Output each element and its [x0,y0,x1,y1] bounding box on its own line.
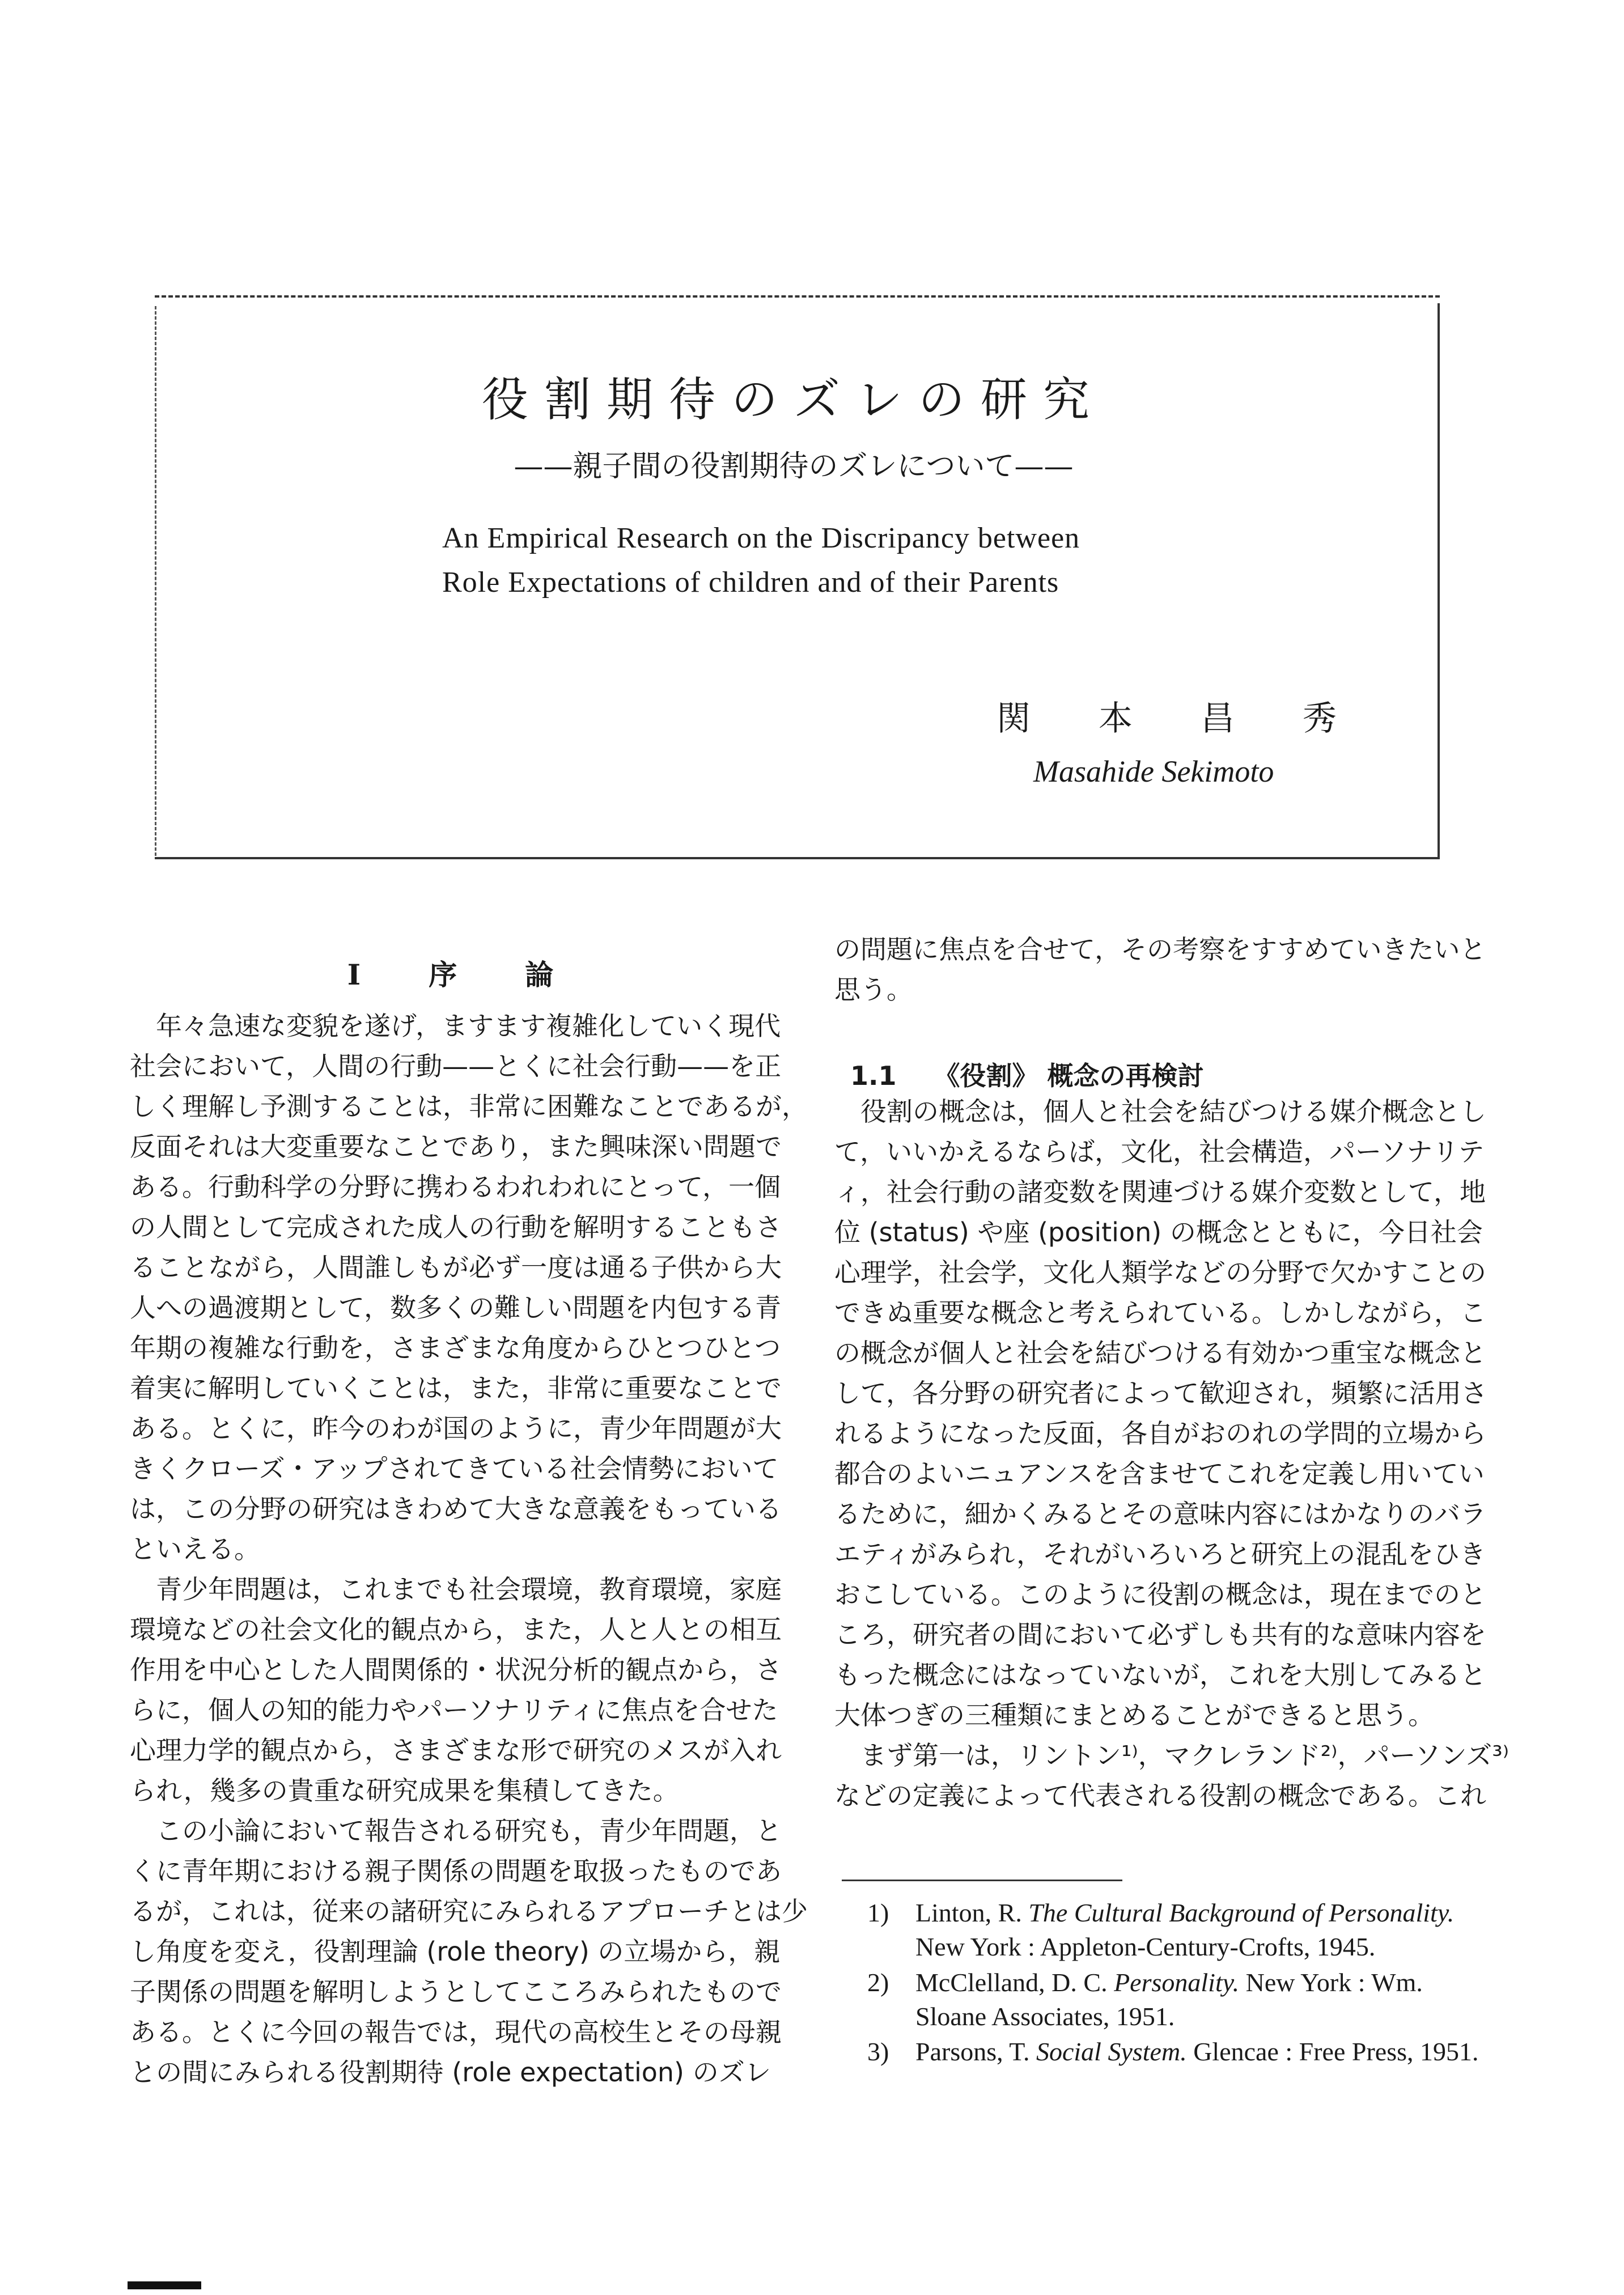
text-line: 役割の概念は，個人と社会を結びつける媒介概念とし [860,1096,1486,1127]
text-line: 思う。 [834,974,913,1005]
text-line: もった概念にはなっていないが，これを大別してみると [834,1660,1486,1690]
author-char: 秀 [1303,699,1337,739]
title-box-bottom-border [155,857,1440,859]
footnote-work-title: The Cultural Background of Personality. [1028,1898,1455,1927]
author-jp [997,692,1337,740]
footnote-author: Parsons, T. [915,2037,1036,2066]
text-line: 心理学，社会学，文化人類学などの分野で欠かすことの [834,1257,1486,1288]
section-number: 1.1 [850,1060,897,1091]
text-line: 心理力学的観点から，さまざまな形で研究のメスが入れ [130,1735,782,1766]
text-line: 子関係の問題を解明しようとしてこころみられたもので [130,1976,782,2007]
left-column-body [130,1006,808,2093]
text-line: し角度を変え，役割理論 (role theory) の立場から，親 [130,1936,781,1967]
text-line: きくクローズ・アップされてきている社会情勢において [130,1453,779,1484]
text-line: の概念が個人と社会を結びつける有効かつ重宝な概念と [834,1338,1486,1368]
text-line: ィ，社会行動の諸変数を関連づける媒介変数として，地 [834,1177,1486,1207]
section-heading-1-1 [850,1055,1204,1093]
text-line: の問題に焦点を合せて，その考察をすすめていきたいと [834,934,1486,965]
english-title-line-2: Role Expectations of children and of their Parents [442,566,1059,599]
author-char: 関 [997,699,1031,739]
text-line: は，この分野の研究はきわめて大きな意義をもっている [130,1494,782,1524]
text-line: して，各分野の研究者によって歓迎され，頻繁に活用さ [834,1378,1487,1409]
page-edge-mark [128,2281,201,2289]
section-title: 《役割》 概念の再検討 [934,1060,1204,1091]
author-char: 本 [1099,699,1133,739]
section-heading-introduction [130,952,771,993]
english-title-line-1: An Empirical Research on the Discripancy between [442,522,1080,554]
footnote-publisher: Glencae : Free Press, 1951. [1186,2037,1479,2066]
text-line: 環境などの社会文化的観点から，また，人と人との相互 [130,1614,782,1645]
text-line: まず第一は，リントン¹⁾，マクレランド²⁾，パーソンズ³⁾ [860,1740,1509,1771]
footnote-publisher: New York : Wm. Sloane Associates, 1951. [915,1968,1423,2031]
title-box-right-border [1438,303,1440,859]
text-line: くに青年期における親子関係の問題を取扱ったものであ [130,1856,782,1886]
text-line: れるようになった反面，各自がおのれの学問的立場から [834,1418,1486,1449]
footnote-author: McClelland, D. C. [915,1968,1114,1997]
text-line: らに，個人の知的能力やパーソナリティに焦点を合せた [130,1695,778,1725]
section-title-a: 序 [429,958,457,991]
text-line: 都合のよいニュアンスを含ませてこれを定義し用いてい [834,1458,1485,1489]
text-line: ある。とくに，昨今のわが国のように，青少年問題が大 [130,1413,782,1444]
text-line: 反面それは大変重要なことであり，また興味深い問題で [130,1131,782,1162]
section-number: I [347,958,361,991]
text-line: しく理解し予測することは，非常に困難なことであるが， [130,1091,808,1122]
title-box-top-border [155,295,1440,298]
text-line: といえる。 [130,1534,260,1564]
text-line: の人間として完成された成人の行動を解明することもさ [130,1212,782,1242]
text-line: 大体つぎの三種類にまとめることができると思う。 [834,1700,1434,1730]
text-line: られ，幾多の貴重な研究成果を集積してきた。 [130,1775,679,1806]
footnote-work-title: Personality. [1114,1968,1240,1997]
footnote [867,1896,1485,1964]
text-line: るが，これは，従来の諸研究にみられるアプローチとは少 [130,1896,808,1927]
text-line: ることながら，人間誰しもが必ず一度は通る子供から大 [130,1252,782,1283]
author-char: 昌 [1201,699,1235,739]
text-line: 年期の複雑な行動を，さまざまな角度からひとつひとつ [130,1333,781,1363]
footnote [867,1966,1485,2034]
text-line: との間にみられる役割期待 (role expectation) のズレ [130,2057,771,2088]
text-line: 位 (status) や座 (position) の概念とともに，今日社会 [834,1217,1483,1248]
footnote-text [915,1966,1485,2034]
text-line: ある。とくに今回の報告では，現代の高校生とその母親 [130,2017,782,2047]
author-en: Masahide Sekimoto [1033,754,1274,788]
footnote-author: Linton, R. [915,1898,1029,1927]
text-line: などの定義によって代表される役割の概念である。これ [834,1780,1486,1811]
text-line: おこしている。このように役割の概念は，現在までのと [834,1579,1486,1610]
title-box-left-border [155,306,156,856]
footnote [867,2035,1485,2069]
footnote-publisher: New York : Appleton-Century-Crofts, 1945. [915,1932,1376,1961]
text-line: 青少年問題は，これまでも社会環境，教育環境，家庭 [156,1574,782,1605]
footnote-divider [842,1880,1122,1881]
text-line: て，いいかえるならば，文化，社会構造，パーソナリテ [834,1136,1485,1167]
text-line: エティがみられ，それがいろいろと研究上の混乱をひき [834,1539,1486,1569]
footnote-number: 2) [867,1968,889,1997]
text-line: 作用を中心とした人間関係的・状況分析的観点から，さ [130,1655,782,1685]
paper-subtitle: ——親子間の役割期待のズレについて—— [514,449,1074,483]
right-column-intro [834,930,1486,1010]
footnote-number: 3) [867,2037,889,2066]
text-line: 着実に解明していくことは，また，非常に重要なことで [130,1373,782,1403]
text-line: るために，細かくみるとその意味内容にはかなりのバラ [834,1499,1486,1529]
footnote-text [915,1896,1485,1964]
text-line: ある。行動科学の分野に携わるわれわれにとって，一個 [130,1172,781,1202]
text-line: できぬ重要な概念と考えられている。しかしながら，こ [834,1297,1486,1328]
text-line: 人への過渡期として，数多くの難しい問題を内包する青 [130,1292,782,1323]
footnote-work-title: Social System. [1036,2037,1187,2066]
paper-title: 役割期待のズレの研究 [481,373,1105,427]
text-line: この小論において報告される研究も，青少年問題，と [156,1815,782,1846]
text-line: 年々急速な変貌を遂げ，ますます複雑化していく現代 [156,1011,781,1041]
text-line: 社会において，人間の行動——とくに社会行動——を正 [130,1051,782,1081]
footnote-number: 1) [867,1898,889,1927]
text-line: ころ，研究者の間において必ずしも共有的な意味内容を [834,1619,1486,1650]
right-column-body [834,1092,1509,1816]
section-title-b: 論 [525,958,554,991]
footnote-text [915,2035,1479,2069]
